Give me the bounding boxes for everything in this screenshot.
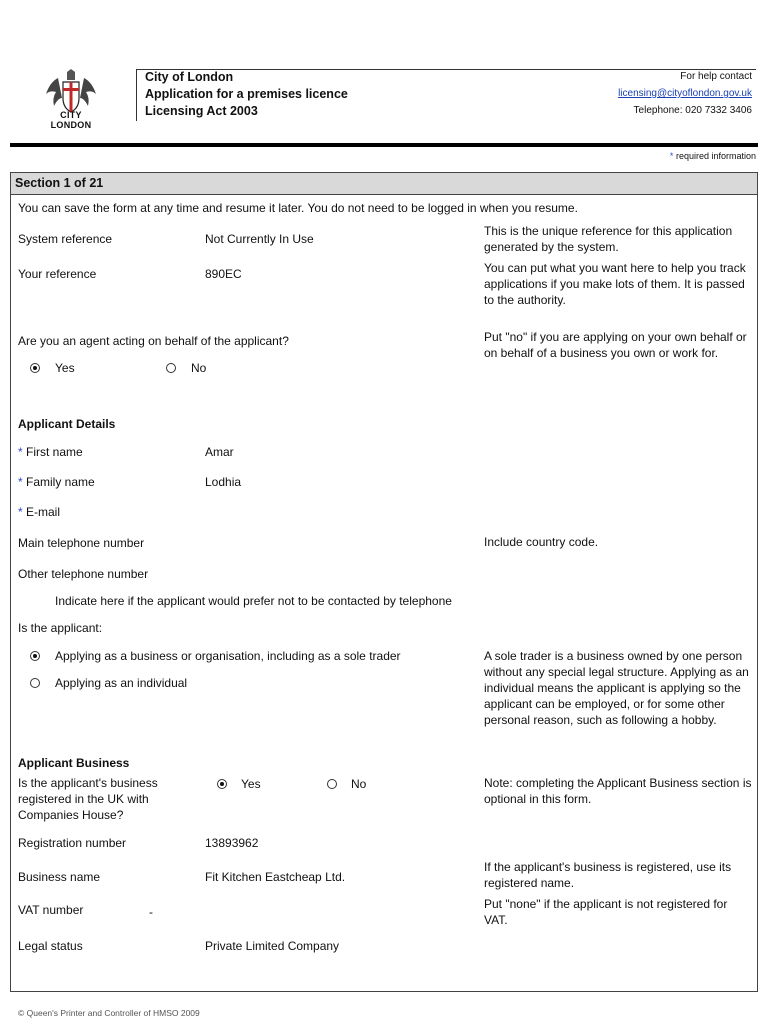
page-title-org: City of London xyxy=(145,70,234,84)
first-name-field[interactable]: Amar xyxy=(205,445,234,459)
family-name-label: * Family name xyxy=(18,475,95,489)
main-phone-label: Main telephone number xyxy=(18,536,145,550)
registration-number-label: Registration number xyxy=(18,836,127,850)
business-name-note: If the applicant's business is registered, use its registered name. xyxy=(484,860,732,890)
applicant-type-note: A sole trader is a business owned by one person without any special legal structure. Applying as an individual means the applicant is applying so the applicant can be employed, or for some other personal reason, such as following a hobby. xyxy=(484,649,749,727)
applicant-details-heading: Applicant Details xyxy=(18,417,116,431)
page-title-act: Licensing Act 2003 xyxy=(145,104,258,118)
header-rule xyxy=(10,143,758,147)
registered-note: Note: completing the Applicant Business section is optional in this form. xyxy=(484,776,752,806)
is-applicant-label: Is the applicant: xyxy=(18,621,103,635)
applicant-individual-option: Applying as an individual xyxy=(55,676,188,690)
legal-status-value: Private Limited Company xyxy=(205,939,340,953)
main-phone-note: Include country code. xyxy=(484,535,599,549)
legal-status-label: Legal status xyxy=(18,939,83,953)
applicant-business-radio[interactable] xyxy=(30,651,40,661)
system-reference-value: Not Currently In Use xyxy=(205,232,314,246)
business-name-field[interactable]: Fit Kitchen Eastcheap Ltd. xyxy=(205,870,346,884)
registered-no-radio[interactable] xyxy=(327,779,337,789)
agent-yes-label: Yes xyxy=(55,361,75,375)
first-name-label: * First name xyxy=(18,445,83,459)
copyright-footer: © Queen's Printer and Controller of HMSO 2009 xyxy=(18,1008,200,1018)
system-reference-note: This is the unique reference for this application generated by the system. xyxy=(484,224,733,254)
business-name-label: Business name xyxy=(18,870,101,884)
page-title-form: Application for a premises licence xyxy=(145,87,348,101)
section-title: Section 1 of 21 xyxy=(15,176,104,190)
other-phone-label: Other telephone number xyxy=(18,567,149,581)
logo-text: CITY LONDON xyxy=(50,110,92,130)
agent-no-radio[interactable] xyxy=(166,363,176,373)
applicant-business-heading: Applicant Business xyxy=(18,756,130,770)
registered-yes-radio[interactable] xyxy=(217,779,227,789)
prefer-no-phone-label: Indicate here if the applicant would prefer not to be contacted by telephone xyxy=(55,594,452,608)
vat-number-field[interactable]: - xyxy=(149,905,153,919)
section-intro: You can save the form at any time and resume it later. You do not need to be logged in when you resume. xyxy=(18,201,578,215)
registered-question: Is the applicant's business registered in the UK with Companies House? xyxy=(18,776,158,822)
help-label: For help contact xyxy=(680,71,752,82)
agent-yes-radio[interactable] xyxy=(30,363,40,373)
agent-note: Put "no" if you are applying on your own behalf or on behalf of a business you own or work for. xyxy=(484,330,747,360)
system-reference-label: System reference xyxy=(18,232,113,246)
required-info-note: * required information xyxy=(669,151,756,161)
family-name-field[interactable]: Lodhia xyxy=(205,475,242,489)
applicant-business-option: Applying as a business or organisation, including as a sole trader xyxy=(55,649,401,663)
help-phone: Telephone: 020 7332 3406 xyxy=(633,105,752,116)
email-label: * E-mail xyxy=(18,505,61,519)
agent-question: Are you an agent acting on behalf of the applicant? xyxy=(18,334,289,348)
registered-yes-label: Yes xyxy=(241,777,261,791)
header-box-divider xyxy=(136,69,137,121)
help-email-link[interactable]: licensing@cityoflondon.gov.uk xyxy=(618,88,752,99)
section-header-bar xyxy=(11,173,757,195)
registered-no-label: No xyxy=(351,777,367,791)
your-reference-note: You can put what you want here to help you track applications if you make lots of them. It is passed to the authority. xyxy=(484,261,746,307)
your-reference-label: Your reference xyxy=(18,267,97,281)
vat-number-label: VAT number xyxy=(18,903,84,917)
agent-no-label: No xyxy=(191,361,207,375)
your-reference-field[interactable]: 890EC xyxy=(205,267,242,281)
registration-number-field[interactable]: 13893962 xyxy=(205,836,259,850)
vat-note: Put "none" if the applicant is not registered for VAT. xyxy=(484,897,728,927)
applicant-individual-radio[interactable] xyxy=(30,678,40,688)
